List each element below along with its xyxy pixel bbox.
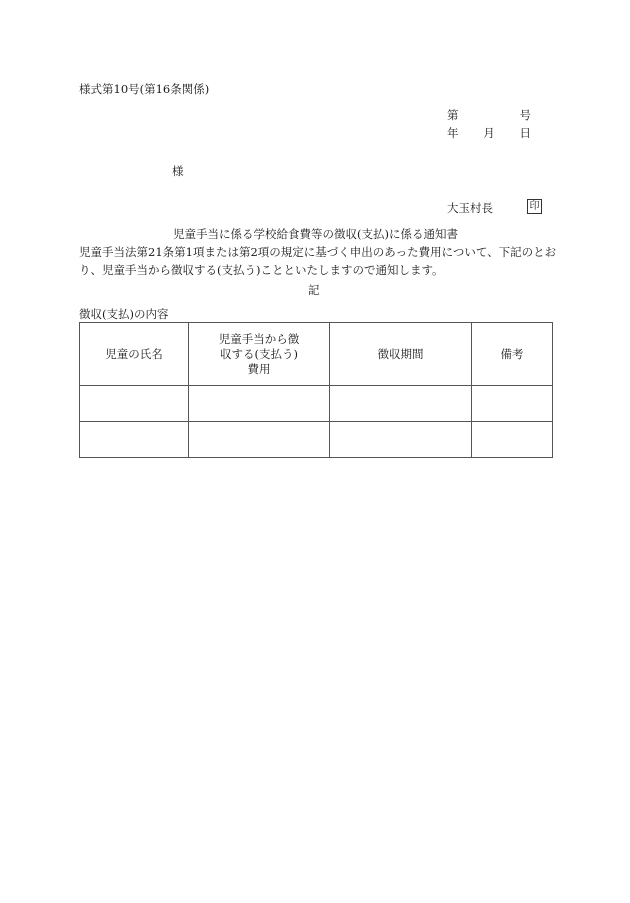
header-collection-period: 徴収期間 xyxy=(330,323,472,386)
notice-body: 児童手当法第21条第1項または第2項の規定に基づく申出のあった費用について、下記のとおり、児童手当から徴収する(支払う)ことといたしますので通知します。 xyxy=(79,245,557,277)
date-day: 日 xyxy=(519,126,531,140)
cell-cost[interactable] xyxy=(189,422,330,458)
collection-content-table xyxy=(79,322,553,458)
cell-child-name[interactable] xyxy=(80,422,189,458)
table-header-row xyxy=(80,323,553,386)
header-remarks: 備考 xyxy=(472,323,553,386)
seal-mark: 印 xyxy=(527,199,542,214)
form-number: 様式第10号(第16条関係) xyxy=(79,82,210,96)
table-caption: 徴収(支払)の内容 xyxy=(79,307,169,321)
number-suffix: 号 xyxy=(519,108,531,122)
date-month: 月 xyxy=(483,126,495,140)
recipient-suffix: 様 xyxy=(172,164,184,178)
document-title: 児童手当に係る学校給食費等の徴収(支払)に係る通知書 xyxy=(173,227,458,241)
cell-child-name[interactable] xyxy=(80,386,189,422)
table-row xyxy=(80,422,553,458)
cell-remarks[interactable] xyxy=(472,422,553,458)
header-child-name: 児童の氏名 xyxy=(80,323,189,386)
issuer-name: 大玉村長 xyxy=(447,201,493,215)
date-line xyxy=(447,125,531,141)
ki-heading: 記 xyxy=(308,283,320,297)
header-cost: 児童手当から徴 収する(支払う) 費用 xyxy=(189,323,330,386)
cell-collection-period[interactable] xyxy=(330,422,472,458)
number-prefix: 第 xyxy=(447,108,459,122)
document-number-line xyxy=(447,107,531,123)
cell-collection-period[interactable] xyxy=(330,386,472,422)
cell-cost[interactable] xyxy=(189,386,330,422)
table-row xyxy=(80,386,553,422)
date-year: 年 xyxy=(447,126,459,140)
cell-remarks[interactable] xyxy=(472,386,553,422)
